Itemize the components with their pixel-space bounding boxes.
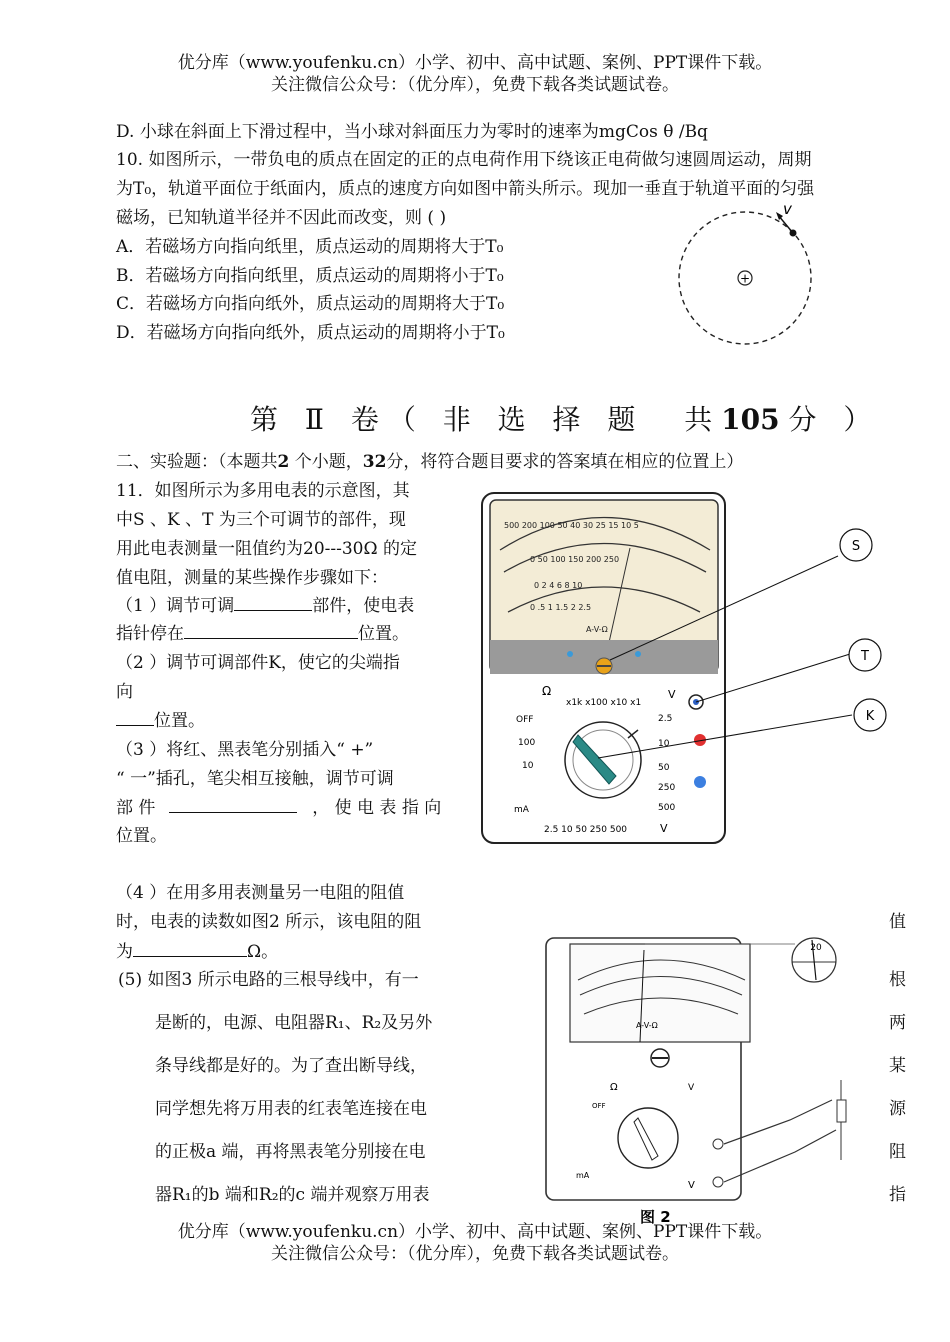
v-range-5: 500: [658, 803, 676, 813]
scale-label-mid1: 0 50 100 150 200 250: [530, 555, 620, 564]
q10-line-2: 为T₀，轨道平面位于纸面内，质点的速度方向如图中箭头所示。现加一垂直于轨道平面的匀强: [116, 179, 815, 199]
blank-5[interactable]: [133, 938, 247, 957]
zoom-value: 20: [810, 943, 822, 953]
section-title-a: 第 Ⅱ 卷（ 非 选 择 题: [250, 403, 645, 436]
q11-step3-line4: 位置。: [116, 826, 167, 846]
heading-a: 二、实验题：（本题共: [116, 452, 278, 472]
orbit-figure: [670, 198, 820, 353]
fig2-caption: 图 2: [640, 1208, 671, 1226]
q11-step5-r3: 某: [889, 1056, 906, 1076]
v-bottom-label: V: [660, 822, 668, 835]
blank-4[interactable]: [169, 794, 297, 813]
q11-step5-r5: 阻: [889, 1142, 906, 1162]
q10-option-c: C．若磁场方向指向纸外，质点运动的周期将大于T₀: [116, 294, 505, 314]
q11-step4-right: 值: [889, 912, 906, 932]
blank-2[interactable]: [184, 620, 358, 639]
q11-step1-line1: （1 ）调节可调 部件，使电表: [116, 592, 414, 620]
q11-step5-r2: 两: [889, 1013, 906, 1033]
blue-jack[interactable]: [694, 776, 706, 788]
meter2-ma: mA: [576, 1171, 590, 1180]
q9-option-d: D. 小球在斜面上下滑过程中，当小球对斜面压力为零时的速率为mgCos θ /Bq: [116, 122, 708, 142]
q11-l1: 11．如图所示为多用电表的示意图，其: [116, 481, 410, 501]
q11-step4-line2: 时，电表的读数如图2 所示，该电阻的阻: [116, 912, 422, 932]
section-title-score: 105: [721, 403, 780, 436]
range-selector-dial[interactable]: [565, 722, 641, 798]
omega-symbol: Ω: [542, 684, 552, 698]
q10-option-b: B．若磁场方向指向纸里，质点运动的周期将小于T₀: [116, 266, 504, 286]
blank-3[interactable]: [116, 707, 154, 726]
q11-step5-line1: (5) 如图3 所示电路的三根导线中，有一: [118, 970, 419, 990]
v-label: V: [668, 688, 676, 701]
q11-step2-line2: 向: [116, 682, 133, 702]
heading-count: 2: [277, 452, 290, 472]
q11-step5-r6: 指: [889, 1185, 906, 1205]
scale-label-mid2: 0 2 4 6 8 10: [534, 581, 583, 590]
resistance-range-labels: x1k x100 x10 x1: [566, 698, 642, 708]
q11-step5-line2: 是断的，电源、电阻器R₁、R₂及另外: [155, 1013, 433, 1033]
velocity-label: v: [783, 200, 792, 218]
v-range-2: 10: [658, 739, 670, 749]
ma-label: mA: [514, 805, 529, 815]
callout-s-label: S: [851, 539, 861, 554]
meter2-v-bottom: V: [688, 1180, 695, 1191]
heading-points: 32: [362, 452, 387, 472]
meter2-off: OFF: [592, 1102, 606, 1110]
multimeter-figure-1: [478, 490, 888, 848]
section-title-b: 共: [684, 403, 713, 436]
header-line-1: 优分库（www.youfenku.cn）小学、初中、高中试题、案例、PPT课件下载。: [177, 53, 773, 73]
q11-step5-line3: 条导线都是好的。为了查出断导线，: [155, 1056, 427, 1076]
q11-step4-line3: 为 Ω。: [116, 938, 278, 966]
scale-label-low: 0 .5 1 1.5 2 2.5: [530, 603, 592, 612]
ma-100-label: 100: [518, 738, 536, 748]
meter2-omega: Ω: [610, 1082, 618, 1093]
meter2-v: V: [688, 1083, 695, 1093]
footer-line-2: 关注微信公众号：（优分库），免费下载各类试题试卷。: [271, 1244, 679, 1264]
ma-10-label: 10: [522, 761, 534, 771]
header-line-2: 关注微信公众号：（优分库），免费下载各类试题试卷。: [271, 75, 679, 95]
avo-label: A-V-Ω: [586, 625, 608, 634]
q11-step4-line1: （4 ）在用多用表测量另一电阻的阻值: [116, 883, 405, 903]
q11-step5-line5: 的正极a 端，再将黑表笔分别接在电: [155, 1142, 426, 1162]
q11-step5-line6: 器R₁的b 端和R₂的c 端并观察万用表: [155, 1185, 430, 1205]
q11-step1-line2: 指针停在 位置。: [116, 620, 409, 648]
q11-step3-line3: 部 件 ， 使 电 表 指 向: [116, 794, 441, 822]
footer-line-1: 优分库（www.youfenku.cn）小学、初中、高中试题、案例、PPT课件下载。: [177, 1222, 773, 1242]
resistor: [837, 1100, 846, 1122]
v-range-1: 2.5: [658, 714, 673, 724]
q11-l2: 中S 、K 、T 为三个可调节的部件，现: [116, 510, 406, 530]
v-range-3: 50: [658, 763, 670, 773]
blank-1[interactable]: [234, 592, 312, 611]
q11-l4: 值电阻，测量的某些操作步骤如下：: [116, 568, 388, 588]
meter2-avo: A-V-Ω: [636, 1021, 658, 1030]
v-range-4: 250: [658, 783, 676, 793]
off-label: OFF: [516, 715, 534, 725]
q11-l3: 用此电表测量一阻值约为20---30Ω 的定: [116, 539, 417, 559]
callout-t-label: T: [861, 649, 869, 664]
callout-k-label: K: [865, 709, 875, 724]
q11-step3-line1: （3 ）将红、黑表笔分别插入“ +”: [116, 740, 374, 760]
q11-step5-r1: 根: [889, 970, 906, 990]
heading-c: 分，将符合题目要求的答案填在相应的位置上）: [386, 452, 744, 472]
q11-step5-r4: 源: [889, 1099, 906, 1119]
q10-option-a: A．若磁场方向指向纸里，质点运动的周期将大于T₀: [116, 237, 504, 257]
section-title-c: 分 ）: [788, 403, 881, 436]
meter2-dial: [570, 944, 750, 1042]
section-heading: [116, 448, 743, 476]
q11-step5-line4: 同学想先将万用表的红表笔连接在电: [155, 1099, 427, 1119]
scale-label-top: 500 200 100 50 40 30 25 15 10 5: [504, 521, 639, 530]
q11-step3-line2: “ 一”插孔，笔尖相互接触，调节可调: [116, 769, 394, 789]
q10-option-d: D．若磁场方向指向纸外，质点运动的周期将小于T₀: [116, 323, 505, 343]
heading-b: 个小题，: [289, 452, 363, 472]
q10-line-3: 磁场，已知轨道半径并不因此而改变，则 ( ): [116, 208, 447, 228]
q11-step2-line1: （2 ）调节可调部件K，使它的尖端指: [116, 653, 400, 673]
bottom-ranges: 2.5 10 50 250 500: [544, 825, 628, 835]
q11-step2-line3: 位置。: [116, 707, 205, 735]
multimeter-figure-2: [540, 930, 860, 1228]
positive-sign: +: [739, 271, 751, 286]
section-title: [250, 398, 880, 438]
q10-line-1: 10. 如图所示，一带负电的质点在固定的正的点电荷作用下绕该正电荷做匀速圆周运动，周期: [116, 150, 812, 170]
